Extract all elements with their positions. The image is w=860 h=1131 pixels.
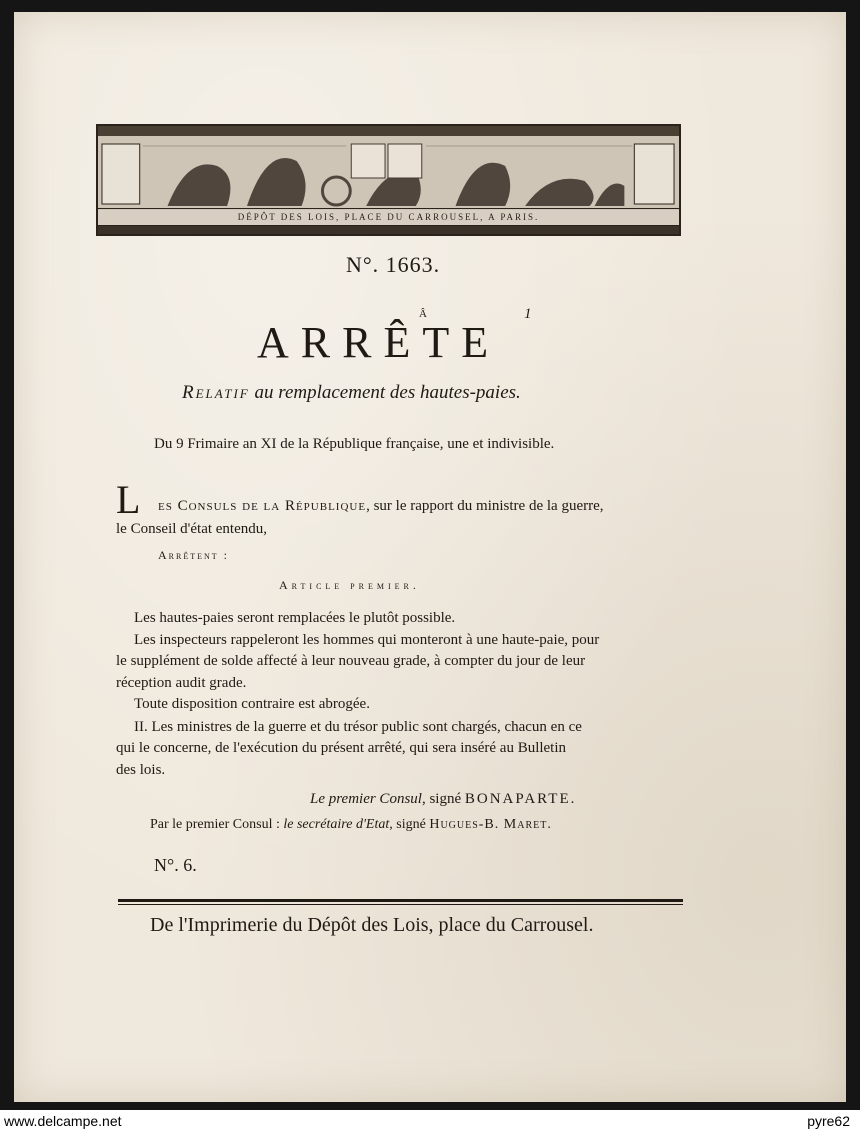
- body-line: qui le concerne, de l'exécution du présent arrêté, qui sera inséré au Bulletin: [116, 740, 567, 756]
- bulletin-number: N°. 6.: [154, 855, 197, 875]
- body-line: réception audit grade.: [116, 675, 247, 691]
- body-line: des lois.: [116, 762, 166, 778]
- preamble-line-2: le Conseil d'état entendu,: [116, 521, 267, 537]
- subtitle-lead: Relatif: [182, 382, 250, 403]
- body-line: II. Les ministres de la guerre et du trésor public sont chargés, chacun en ce: [134, 719, 582, 735]
- banner-top-border: [98, 126, 679, 136]
- body-line: Les inspecteurs rappeleront les hommes qui monteront à une haute-paie, pour: [134, 632, 600, 648]
- title-handwritten-mark: 1: [524, 306, 532, 322]
- allegorical-engraving-image: [98, 136, 679, 210]
- arretent-heading: Arrêtent :: [158, 548, 229, 562]
- document-page: [14, 12, 846, 1102]
- countersign-connector: , signé: [389, 817, 430, 832]
- signature-connector: , signé: [421, 791, 465, 807]
- divider: [118, 899, 683, 905]
- signature-line: [310, 791, 576, 808]
- signature-title: Le premier Consul: [310, 791, 422, 807]
- subtitle: [182, 382, 521, 404]
- engraved-header-banner: [96, 124, 681, 236]
- drop-cap: L: [116, 477, 141, 522]
- decree-date: Du 9 Frimaire an XI de la République française, une et indivisible.: [154, 436, 555, 452]
- article-heading: Article premier.: [279, 578, 420, 592]
- countersignature-line: [150, 817, 552, 833]
- countersign-name: Hugues-B. Maret.: [429, 817, 552, 832]
- title-accent-mark: Â: [419, 308, 427, 320]
- page-title: ARRÊTE: [257, 318, 501, 367]
- body-line: Les hautes-paies seront remplacées le plutôt possible.: [134, 610, 456, 626]
- imprint-line: De l'Imprimerie du Dépôt des Lois, place du Carrousel.: [150, 914, 594, 936]
- subtitle-rest: au remplacement des hautes-paies.: [249, 382, 521, 403]
- decree-number: N°. 1663.: [346, 252, 441, 277]
- body-line: le supplément de solde affecté à leur nouveau grade, à compter du jour de leur: [116, 653, 586, 669]
- preamble-lead: es Consuls de la République: [158, 498, 367, 514]
- banner-caption: DÉPÔT DES LOIS, PLACE DU CARROUSEL, A PARIS.: [98, 208, 679, 226]
- banner-bottom-border: [98, 226, 679, 234]
- footer-seller: pyre62: [807, 1113, 850, 1129]
- preamble-rest: , sur le rapport du ministre de la guerre,: [366, 498, 604, 514]
- footer-site: www.delcampe.net: [4, 1113, 122, 1129]
- watermark-footer: [0, 1110, 860, 1131]
- preamble-line-1: [158, 498, 604, 515]
- countersign-title: le secrétaire d'Etat: [283, 817, 390, 832]
- body-line: Toute disposition contraire est abrogée.: [134, 696, 370, 712]
- countersign-lead: Par le premier Consul :: [150, 817, 284, 832]
- signature-name: BONAPARTE.: [464, 791, 577, 807]
